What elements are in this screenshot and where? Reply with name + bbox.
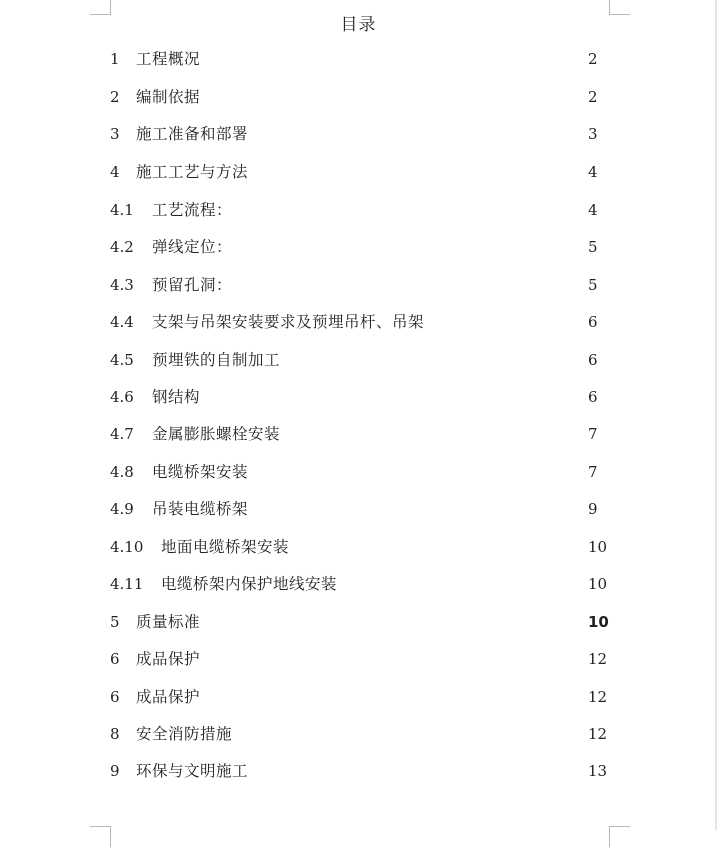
toc-entry-text: 安全消防措施 — [136, 725, 233, 743]
toc-entry-page: 4 — [588, 163, 598, 181]
toc-entry[interactable] — [110, 122, 610, 146]
toc-entry-text: 施工工艺与方法 — [136, 163, 249, 181]
toc-entry-number: 4.5 — [110, 351, 134, 369]
toc-entry-number: 6 — [110, 688, 120, 706]
toc-entry-page: 3 — [588, 125, 598, 143]
toc-entry-page: 2 — [588, 50, 598, 68]
toc-entry-number: 4.7 — [110, 425, 134, 443]
toc-entry-page: 10 — [588, 613, 609, 631]
toc-entry-text: 质量标准 — [136, 613, 201, 631]
toc-entry[interactable] — [110, 385, 610, 409]
toc-entry-page: 5 — [588, 238, 598, 256]
toc-entry[interactable] — [110, 85, 610, 109]
toc-entry-number: 8 — [110, 725, 120, 743]
toc-entry-text: 支架与吊架安装要求及预埋吊杆、吊架 — [152, 313, 425, 331]
toc-entry[interactable] — [110, 722, 610, 746]
toc-entry-number: 4.11 — [110, 575, 144, 593]
toc-entry-text: 工程概况 — [136, 50, 201, 68]
toc-entry-text: 成品保护 — [136, 688, 201, 706]
toc-entry-number: 1 — [110, 50, 120, 68]
toc-entry-page: 10 — [588, 575, 608, 593]
toc-entry[interactable] — [110, 685, 610, 709]
toc-entry-text: 编制依据 — [136, 88, 201, 106]
toc-entry-text: 成品保护 — [136, 650, 201, 668]
toc-entry[interactable] — [110, 497, 610, 521]
toc-entry-text: 预埋铁的自制加工 — [152, 351, 281, 369]
toc-entry-number: 2 — [110, 88, 120, 106]
toc-entry-page: 6 — [588, 313, 598, 331]
toc-entry-text: 电缆桥架内保护地线安装 — [161, 575, 338, 593]
toc-entry[interactable] — [110, 348, 610, 372]
toc-entry-page: 6 — [588, 388, 598, 406]
toc-entry-number: 6 — [110, 650, 120, 668]
toc-entry-page: 12 — [588, 650, 608, 668]
toc-title: 目录 — [340, 15, 377, 35]
toc-entry[interactable] — [110, 572, 610, 596]
toc-entry-text: 工艺流程： — [152, 201, 233, 219]
toc-entry[interactable] — [110, 160, 610, 184]
toc-entry-number: 9 — [110, 762, 120, 780]
toc-entry-page: 5 — [588, 276, 598, 294]
toc-entry-page: 9 — [588, 500, 598, 518]
toc-entry[interactable] — [110, 273, 610, 297]
toc-entry-number: 4.2 — [110, 238, 134, 256]
toc-entry-text: 施工准备和部署 — [136, 125, 249, 143]
toc-entry[interactable] — [110, 198, 610, 222]
toc-entry[interactable] — [110, 235, 610, 259]
toc-entry[interactable] — [110, 460, 610, 484]
toc-entry-text: 金属膨胀螺栓安装 — [152, 425, 281, 443]
toc-entry[interactable] — [110, 47, 610, 71]
toc-entry-text: 环保与文明施工 — [136, 762, 249, 780]
toc-entry[interactable] — [110, 759, 610, 783]
toc-entry[interactable] — [110, 310, 610, 334]
toc-entry[interactable] — [110, 647, 610, 671]
toc-entry-number: 4 — [110, 163, 120, 181]
toc-entry-number: 3 — [110, 125, 120, 143]
toc-entry-page: 2 — [588, 88, 598, 106]
toc-entry-text: 弹线定位： — [152, 238, 233, 256]
toc-entry-number: 4.1 — [110, 201, 134, 219]
toc-entry[interactable] — [110, 535, 610, 559]
toc-entry-text: 预留孔洞： — [152, 276, 233, 294]
toc-entry-number: 4.3 — [110, 276, 134, 294]
toc-entry-page: 10 — [588, 538, 608, 556]
toc-entry-page: 4 — [588, 201, 598, 219]
toc-entry[interactable] — [110, 610, 610, 634]
toc-entry-number: 4.6 — [110, 388, 134, 406]
toc-entry-number: 4.9 — [110, 500, 134, 518]
toc-entry-page: 6 — [588, 351, 598, 369]
toc-entry-page: 7 — [588, 463, 598, 481]
toc-entry-text: 电缆桥架安装 — [152, 463, 249, 481]
toc-entry-number: 4.4 — [110, 313, 134, 331]
toc-entry-page: 7 — [588, 425, 598, 443]
toc-entry-page: 12 — [588, 725, 608, 743]
toc-entry-number: 4.8 — [110, 463, 134, 481]
toc-entry-number: 5 — [110, 613, 120, 631]
toc-entry[interactable] — [110, 422, 610, 446]
toc-entry-text: 钢结构 — [152, 388, 201, 406]
toc-entry-text: 吊装电缆桥架 — [152, 500, 249, 518]
toc-entry-number: 4.10 — [110, 538, 144, 556]
toc-entry-page: 12 — [588, 688, 608, 706]
toc-entry-page: 13 — [588, 762, 608, 780]
toc-entry-text: 地面电缆桥架安装 — [161, 538, 290, 556]
